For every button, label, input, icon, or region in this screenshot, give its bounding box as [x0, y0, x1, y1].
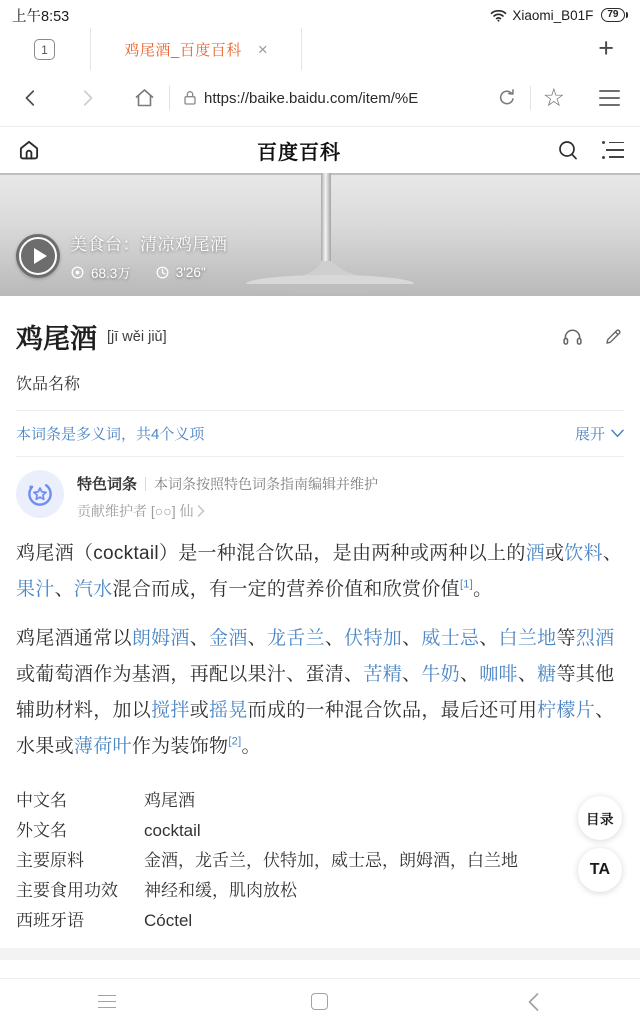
section-divider — [0, 948, 640, 960]
infobox-row — [16, 786, 624, 816]
listen-headphones-icon[interactable] — [561, 326, 584, 347]
system-nav-bar — [0, 978, 640, 1024]
video-banner[interactable] — [0, 173, 640, 296]
infobox — [16, 786, 624, 936]
new-tab-button[interactable]: + — [598, 33, 614, 63]
inline-link[interactable]: 威士忌 — [421, 628, 480, 649]
inline-link[interactable]: 糖 — [537, 664, 557, 685]
inline-link[interactable]: 烈酒 — [575, 628, 615, 649]
inline-link[interactable]: 果汁 — [16, 579, 55, 600]
refresh-button[interactable] — [496, 87, 518, 109]
featured-badge-icon — [16, 470, 64, 518]
paragraph-text: 、 — [479, 628, 499, 649]
paragraph-text: 或 — [544, 543, 565, 564]
inline-link[interactable]: 酒 — [525, 543, 545, 564]
catalog-list-icon[interactable] — [602, 141, 624, 159]
baike-header — [0, 127, 640, 173]
tab-title: 鸡尾酒_百度百科 — [124, 41, 242, 59]
android-back-icon[interactable] — [527, 992, 540, 1012]
infobox-label: 中文名 — [16, 791, 67, 810]
ta-floating-button[interactable] — [578, 848, 622, 892]
entry-subtitle: 饮品名称 — [16, 376, 81, 393]
tab-counter-button[interactable] — [34, 39, 55, 60]
paragraph-text: 等 — [556, 628, 576, 649]
inline-link[interactable]: 薄荷叶 — [73, 736, 132, 757]
paragraph-text: 作为装饰物 — [131, 736, 229, 757]
paragraph-text: 、 — [189, 628, 210, 649]
video-duration: 3'26" — [175, 264, 206, 280]
entry-title: 鸡尾酒 — [16, 324, 97, 354]
paragraph-text: 鸡尾酒通常以 — [16, 628, 132, 649]
inline-link[interactable]: 搅拌 — [151, 700, 190, 721]
infobox-row — [16, 816, 624, 846]
paragraph-text: 、 — [459, 664, 480, 685]
maintainer-text[interactable]: 贡献维护者 [○○] 仙 — [77, 503, 194, 519]
paragraph-text: 而成的一种混合饮品，最后还可用 — [247, 700, 538, 721]
paragraph-text: 鸡尾酒（cocktail）是一种混合饮品，是由两种或两种以上的 — [16, 543, 526, 564]
infobox-row — [16, 846, 624, 876]
paragraph-text: 或葡萄酒作为基酒，再配以果汁、蛋清、 — [16, 664, 364, 685]
address-bar — [0, 70, 640, 127]
infobox-value: 鸡尾酒 — [144, 791, 195, 810]
tab-count: 1 — [41, 42, 48, 57]
browser-menu-button[interactable] — [599, 90, 620, 106]
paragraph-text: 、 — [247, 628, 267, 649]
infobox-row — [16, 906, 624, 936]
inline-link[interactable]: 白兰地 — [498, 628, 557, 649]
paragraph-text: 或 — [189, 700, 210, 721]
ta-label: TA — [589, 861, 611, 878]
reference-sup[interactable]: [1] — [459, 578, 474, 591]
tab-close-icon[interactable]: × — [257, 39, 268, 59]
edit-pencil-icon[interactable] — [603, 326, 624, 347]
recents-menu-icon[interactable] — [98, 995, 116, 1009]
inline-link[interactable]: 汽水 — [73, 579, 113, 600]
reference-sup[interactable]: [2] — [228, 735, 242, 748]
polysemy-text: 本词条是多义词，共4个义项 — [16, 426, 205, 443]
entry-pinyin: [jī wěi jiǔ] — [107, 328, 167, 345]
back-button[interactable] — [20, 87, 42, 109]
infobox-label: 主要食用功效 — [16, 881, 118, 900]
play-button[interactable] — [16, 234, 60, 278]
paragraph-text: 。 — [241, 736, 261, 757]
wifi-name: Xiaomi_B01F — [512, 7, 594, 23]
paragraph-text: 、 — [402, 628, 422, 649]
search-icon[interactable] — [556, 138, 580, 162]
paragraph-text: 、水果或 — [16, 700, 615, 757]
infobox-value: 神经和缓，肌肉放松 — [144, 881, 297, 900]
summary-paragraph-2 — [16, 621, 624, 765]
infobox-value: cocktail — [144, 821, 201, 840]
duration-clock-icon — [155, 265, 170, 280]
infobox-label: 主要原料 — [16, 851, 84, 870]
paragraph-text: 。 — [473, 579, 493, 600]
paragraph-text: 、 — [324, 628, 345, 649]
featured-label: 特色词条 — [77, 476, 138, 493]
wifi-icon — [490, 8, 507, 22]
battery-icon — [601, 8, 628, 22]
android-home-icon[interactable] — [311, 993, 328, 1010]
polysemy-bar[interactable] — [16, 411, 624, 456]
paragraph-text: 、 — [54, 579, 74, 600]
inline-link[interactable]: 摇晃 — [209, 700, 248, 721]
forward-button[interactable] — [76, 87, 98, 109]
paragraph-text: 、 — [402, 664, 422, 685]
chevron-down-icon — [611, 429, 624, 438]
featured-entry-row[interactable] — [16, 456, 624, 533]
inline-link[interactable]: 伏特加 — [344, 628, 403, 649]
inline-link[interactable]: 牛奶 — [421, 664, 460, 685]
tab-strip — [0, 28, 640, 70]
video-title: 美食台：清凉鸡尾酒 — [70, 235, 228, 254]
paragraph-text: 、 — [602, 543, 623, 564]
play-icon — [34, 248, 47, 264]
toc-label: 目录 — [586, 812, 614, 827]
views-icon — [70, 265, 85, 280]
bookmark-star-button[interactable]: ☆ — [542, 83, 565, 112]
infobox-label: 西班牙语 — [16, 911, 84, 930]
status-bar — [0, 0, 640, 28]
paragraph-text: 混合而成，有一定的营养价值和欣赏价值 — [112, 579, 460, 600]
page-title: 百度百科 — [257, 141, 341, 164]
url-text: https://baike.baidu.com/item/%E — [204, 89, 419, 107]
inline-link[interactable]: 龙舌兰 — [266, 628, 325, 649]
toc-floating-button[interactable] — [578, 796, 622, 840]
summary-paragraph-1 — [16, 536, 624, 608]
infobox-value: 金酒，龙舌兰，伏特加，威士忌，朗姆酒，白兰地 — [144, 851, 518, 870]
battery-percent: 79 — [601, 8, 624, 22]
inline-link[interactable]: 柠檬片 — [537, 700, 596, 721]
inline-link[interactable]: 咖啡 — [479, 664, 518, 685]
featured-desc: 本词条按照特色词条指南编辑并维护 — [154, 475, 379, 492]
infobox-value: Cóctel — [144, 911, 193, 930]
expand-label[interactable]: 展开 — [574, 426, 605, 443]
lock-icon — [182, 89, 198, 107]
view-count: 68.3万 — [91, 266, 131, 281]
infobox-label: 外文名 — [16, 821, 67, 840]
inline-link[interactable]: 朗姆酒 — [131, 628, 190, 649]
inline-link[interactable]: 苦精 — [363, 664, 403, 685]
baike-home-icon[interactable] — [16, 137, 42, 163]
article — [0, 296, 640, 948]
paragraph-text: 等其他辅助材料，加以 — [16, 664, 615, 721]
active-tab[interactable] — [90, 28, 302, 70]
url-field[interactable] — [182, 89, 496, 107]
inline-link[interactable]: 金酒 — [209, 628, 248, 649]
chevron-right-icon — [197, 505, 205, 517]
inline-link[interactable]: 饮料 — [564, 543, 603, 564]
infobox-row — [16, 876, 624, 906]
home-button[interactable] — [132, 86, 157, 110]
paragraph-text: 、 — [517, 664, 538, 685]
status-time: 上午8:53 — [12, 8, 70, 25]
